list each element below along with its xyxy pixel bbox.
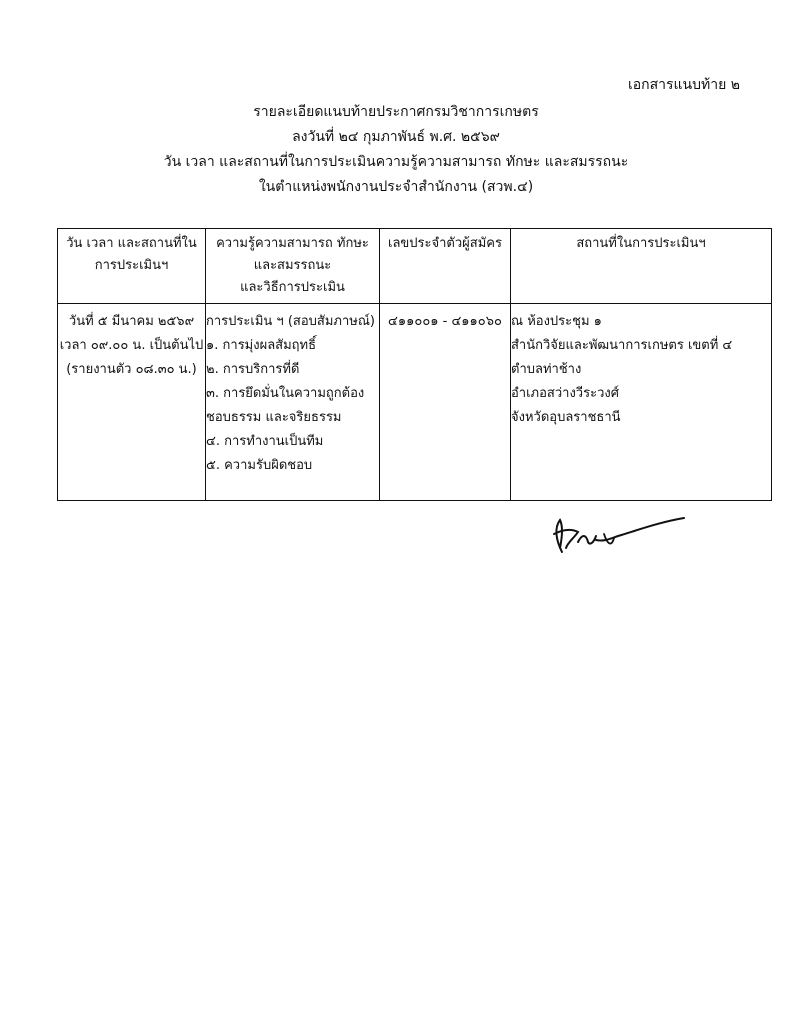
heading-line-3: วัน เวลา และสถานที่ในการประเมินความรู้ความสามารถ ทักษะ และสมรรถนะ bbox=[163, 154, 629, 170]
cell-applicant-id-range bbox=[380, 304, 511, 501]
assessment-schedule-table bbox=[57, 228, 772, 501]
cell-text: อำเภอสว่างวีระวงศ์ bbox=[511, 386, 619, 401]
cell-text: ๑. การมุ่งผลสัมฤทธิ์ bbox=[206, 338, 317, 353]
cell-text: ๕. ความรับผิดชอบ bbox=[206, 458, 313, 473]
table-row bbox=[58, 304, 772, 501]
header-date-time-place bbox=[58, 229, 206, 304]
cell-date-time bbox=[58, 304, 206, 501]
annex-label: เอกสารแนบท้าย ๒ bbox=[627, 77, 740, 93]
cell-text: เวลา ๐๙.๐๐ น. เป็นต้นไป bbox=[59, 338, 204, 353]
heading-line-1: รายละเอียดแนบท้ายประกาศกรมวิชาการเกษตร bbox=[253, 104, 539, 120]
cell-text: ตำบลท่าช้าง bbox=[511, 362, 582, 377]
cell-venue bbox=[511, 304, 772, 501]
header-venue bbox=[511, 229, 772, 304]
table-header-row bbox=[58, 229, 772, 304]
cell-text: ๔๑๑๐๐๑ - ๔๑๑๐๖๐ bbox=[388, 314, 502, 329]
cell-competency bbox=[206, 304, 380, 501]
heading-line-2: ลงวันที่ ๒๔ กุมภาพันธ์ พ.ศ. ๒๕๖๙ bbox=[292, 129, 500, 145]
cell-text: สำนักวิจัยและพัฒนาการเกษตร เขตที่ ๔ bbox=[511, 338, 733, 353]
cell-text: วันที่ ๕ มีนาคม ๒๕๖๙ bbox=[68, 314, 195, 329]
cell-text: ๔. การทำงานเป็นทีม bbox=[206, 434, 324, 449]
cell-text: จังหวัดอุบลราชธานี bbox=[511, 410, 621, 425]
header-competency bbox=[206, 229, 380, 304]
cell-text: ๒. การบริการที่ดี bbox=[206, 362, 300, 377]
cell-text: ณ ห้องประชุม ๑ bbox=[511, 314, 602, 329]
header-text: ความรู้ความสามารถ ทักษะ bbox=[216, 236, 369, 251]
header-text: เลขประจำตัวผู้สมัคร bbox=[388, 236, 502, 251]
header-text: สถานที่ในการประเมินฯ bbox=[576, 236, 706, 251]
cell-text: การประเมิน ฯ (สอบสัมภาษณ์) bbox=[206, 314, 375, 329]
header-text: และสมรรถนะ bbox=[253, 258, 332, 273]
cell-text: ชอบธรรม และจริยธรรม bbox=[206, 410, 342, 425]
header-text: การประเมินฯ bbox=[94, 258, 169, 273]
signature-icon bbox=[548, 512, 688, 556]
header-text: และวิธีการประเมิน bbox=[240, 280, 345, 295]
cell-text: ๓. การยึดมั่นในความถูกต้อง bbox=[206, 386, 365, 401]
heading-line-4: ในตำแหน่งพนักงานประจำสำนักงาน (สวพ.๔) bbox=[258, 179, 534, 195]
document-heading bbox=[0, 100, 792, 200]
header-applicant-id bbox=[380, 229, 511, 304]
cell-text: (รายงานตัว ๐๘.๓๐ น.) bbox=[66, 362, 197, 377]
header-text: วัน เวลา และสถานที่ใน bbox=[66, 236, 197, 251]
